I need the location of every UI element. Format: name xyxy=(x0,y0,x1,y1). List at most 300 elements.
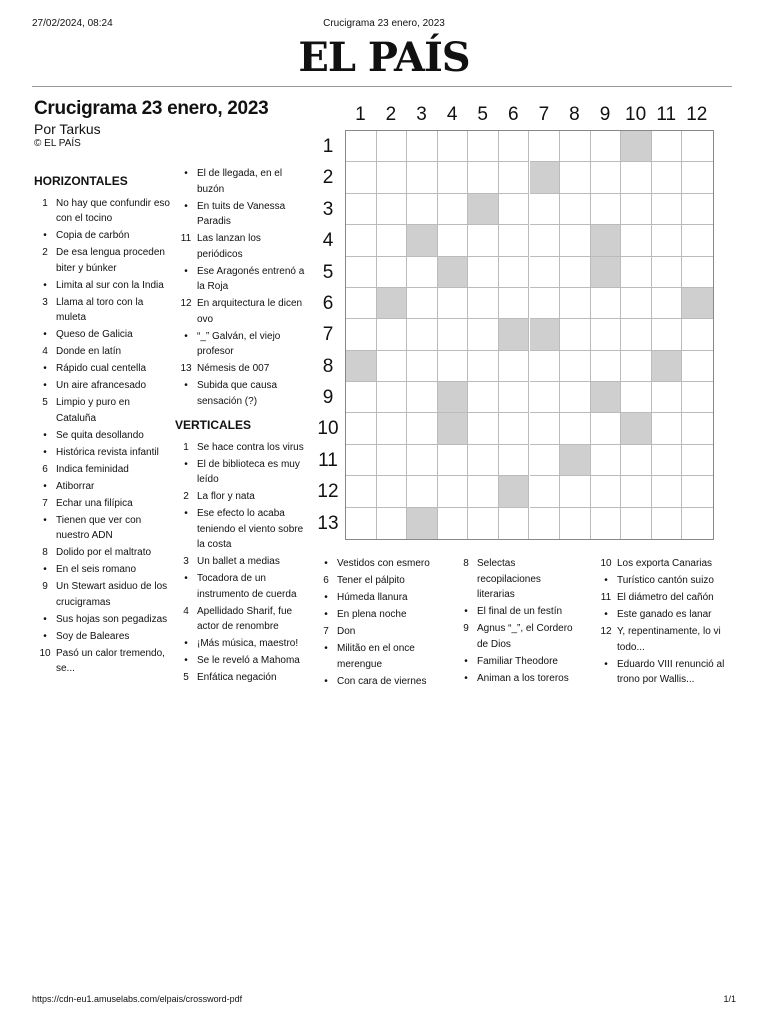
clue-text: Familiar Theodore xyxy=(477,655,558,667)
grid-cell[interactable] xyxy=(591,194,622,225)
grid-cell[interactable] xyxy=(530,413,561,444)
grid-block xyxy=(499,476,530,507)
clue-text: Se le reveló a Mahoma xyxy=(197,655,300,666)
clue-item[interactable] xyxy=(595,624,725,655)
column-number: 1 xyxy=(355,104,366,125)
clue-text: Enfática negación xyxy=(197,672,277,683)
grid-cell[interactable] xyxy=(652,319,683,350)
grid-cell[interactable] xyxy=(346,194,377,225)
grid-cell[interactable] xyxy=(346,257,377,288)
grid-cell[interactable] xyxy=(438,351,469,382)
clue-item[interactable] xyxy=(175,440,305,456)
grid-cell[interactable] xyxy=(499,257,530,288)
clue-text: Un Stewart asiduo de los crucigramas xyxy=(56,581,168,608)
grid-cell[interactable] xyxy=(377,162,408,193)
clue-item[interactable] xyxy=(455,621,580,652)
clue-item[interactable] xyxy=(175,166,305,197)
row-number: 8 xyxy=(322,355,334,377)
grid-cell[interactable] xyxy=(652,382,683,413)
grid-cell[interactable] xyxy=(591,508,622,539)
clue-item[interactable] xyxy=(315,590,453,606)
grid-cell[interactable] xyxy=(621,508,652,539)
clue-text: Tocadora de un instrumento de cuerda xyxy=(197,573,297,600)
clue-item[interactable] xyxy=(175,506,305,553)
clue-item[interactable] xyxy=(175,571,305,602)
grid-cell[interactable] xyxy=(438,162,469,193)
grid-cell[interactable] xyxy=(621,351,652,382)
clue-column-5 xyxy=(595,556,725,689)
clue-number: 6 xyxy=(323,575,329,586)
grid-cell[interactable] xyxy=(377,257,408,288)
clue-number xyxy=(34,629,56,645)
grid-cell[interactable] xyxy=(377,382,408,413)
clue-number: 6 xyxy=(42,463,48,475)
grid-cell[interactable] xyxy=(530,288,561,319)
grid-cell[interactable] xyxy=(377,225,408,256)
grid-cell[interactable] xyxy=(438,476,469,507)
grid-cell[interactable] xyxy=(560,319,591,350)
clue-list xyxy=(455,556,580,686)
grid-block xyxy=(407,508,438,539)
grid-cell[interactable] xyxy=(468,382,499,413)
clue-number: 8 xyxy=(42,547,48,558)
grid-cell[interactable] xyxy=(652,194,683,225)
grid-cell[interactable] xyxy=(530,194,561,225)
grid-cell[interactable] xyxy=(468,257,499,288)
grid-cell[interactable] xyxy=(591,288,622,319)
grid-cell[interactable] xyxy=(652,476,683,507)
clue-text: “_” Galván, el viejo profesor xyxy=(197,330,281,357)
grid-cell[interactable] xyxy=(652,257,683,288)
grid-cell[interactable] xyxy=(377,131,408,162)
grid-cell[interactable] xyxy=(407,382,438,413)
print-date: 27/02/2024, 08:24 xyxy=(32,18,113,29)
clue-number: 12 xyxy=(600,626,612,637)
clue-item[interactable] xyxy=(595,607,725,623)
clue-number xyxy=(34,479,56,495)
clue-text: Atiborrar xyxy=(56,480,95,492)
clue-text: Las lanzan los periódicos xyxy=(197,233,261,260)
grid-cell[interactable] xyxy=(682,508,713,539)
clue-item[interactable] xyxy=(34,428,170,444)
grid-cell[interactable] xyxy=(438,508,469,539)
clue-text: Un ballet a medias xyxy=(197,556,280,567)
footer-page-number: 1/1 xyxy=(723,994,736,1004)
grid-cell[interactable] xyxy=(468,225,499,256)
grid-cell[interactable] xyxy=(682,351,713,382)
grid-cell[interactable] xyxy=(591,319,622,350)
clue-item[interactable] xyxy=(455,604,580,620)
clue-item[interactable] xyxy=(315,573,453,589)
grid-cell[interactable] xyxy=(682,162,713,193)
grid-cell[interactable] xyxy=(377,194,408,225)
grid-cell[interactable] xyxy=(682,382,713,413)
clue-number: 10 xyxy=(600,558,612,569)
grid-cell[interactable] xyxy=(560,413,591,444)
clue-item[interactable] xyxy=(175,653,305,669)
column-number: 11 xyxy=(656,104,677,125)
grid-cell[interactable] xyxy=(468,131,499,162)
grid-cell[interactable] xyxy=(468,445,499,476)
grid-cell[interactable] xyxy=(560,131,591,162)
grid-cell[interactable] xyxy=(499,131,530,162)
clue-item[interactable] xyxy=(175,457,305,488)
clue-text: Copia de carbón xyxy=(56,230,130,241)
clue-item[interactable] xyxy=(455,654,580,670)
grid-block xyxy=(591,225,622,256)
clue-item[interactable] xyxy=(34,327,170,343)
grid-cell[interactable] xyxy=(499,445,530,476)
grid-cell[interactable] xyxy=(407,194,438,225)
clue-item[interactable] xyxy=(34,245,170,276)
clue-text: En tuits de Vanessa Paradis xyxy=(197,200,286,227)
grid-cell[interactable] xyxy=(468,319,499,350)
clue-item[interactable] xyxy=(175,489,305,505)
grid-cell[interactable] xyxy=(499,194,530,225)
grid-cell[interactable] xyxy=(407,445,438,476)
clue-item[interactable] xyxy=(34,378,170,394)
clue-number xyxy=(315,607,337,623)
clue-item[interactable] xyxy=(175,554,305,570)
column-number: 12 xyxy=(686,104,708,125)
grid-cell[interactable] xyxy=(652,445,683,476)
clue-text: En arquitectura le dicen ovo xyxy=(197,298,303,325)
clue-item[interactable] xyxy=(34,344,170,360)
grid-cell[interactable] xyxy=(621,319,652,350)
grid-cell[interactable] xyxy=(377,508,408,539)
grid-block xyxy=(530,162,561,193)
grid-cell[interactable] xyxy=(346,225,377,256)
grid-block xyxy=(377,288,408,319)
grid-cell[interactable] xyxy=(346,382,377,413)
grid-cell[interactable] xyxy=(468,162,499,193)
clue-text: En el seis romano xyxy=(56,564,137,575)
clue-text: Limpio y puro en Cataluña xyxy=(56,397,130,424)
clue-item[interactable] xyxy=(175,199,305,230)
grid-cell[interactable] xyxy=(682,413,713,444)
clue-item[interactable] xyxy=(175,604,305,635)
row-number: 1 xyxy=(322,136,334,157)
grid-cell[interactable] xyxy=(407,476,438,507)
grid-cell[interactable] xyxy=(591,351,622,382)
clue-text: Pasó un calor tremendo, se... xyxy=(56,647,165,674)
grid-cell[interactable] xyxy=(499,351,530,382)
clue-item[interactable] xyxy=(315,641,453,672)
clue-number xyxy=(175,378,197,409)
grid-cell[interactable] xyxy=(499,288,530,319)
grid-cell[interactable] xyxy=(499,413,530,444)
clue-text: Los exporta Canarias xyxy=(617,558,713,569)
grid-cell[interactable] xyxy=(560,225,591,256)
clue-item[interactable] xyxy=(34,228,170,244)
clue-text: Se hace contra los virus xyxy=(197,441,304,453)
grid-cell[interactable] xyxy=(346,445,377,476)
clue-item[interactable] xyxy=(34,629,170,645)
clue-item[interactable] xyxy=(34,295,170,326)
clue-number xyxy=(315,590,337,606)
grid-cell[interactable] xyxy=(499,508,530,539)
clue-item[interactable] xyxy=(34,361,170,377)
clue-text: Indica feminidad xyxy=(56,463,129,475)
clue-text: Militão en el once merengue xyxy=(337,643,415,670)
grid-cell[interactable] xyxy=(499,162,530,193)
grid-cell[interactable] xyxy=(377,445,408,476)
grid-cell[interactable] xyxy=(346,131,377,162)
clue-text: El de llegada, en el buzón xyxy=(197,168,283,195)
clue-text: ¡Más música, maestro! xyxy=(197,638,299,649)
clue-number xyxy=(34,361,56,377)
grid-cell[interactable] xyxy=(346,508,377,539)
row-number: 11 xyxy=(318,449,338,471)
grid-cell[interactable] xyxy=(499,382,530,413)
grid-cell[interactable] xyxy=(377,413,408,444)
clue-text: Némesis de 007 xyxy=(197,363,270,374)
grid-cell[interactable] xyxy=(621,225,652,256)
grid-cell[interactable] xyxy=(560,288,591,319)
clue-text: El de biblioteca es muy leído xyxy=(197,458,300,485)
clue-column-2 xyxy=(175,166,305,687)
grid-cell[interactable] xyxy=(621,288,652,319)
grid-cell[interactable] xyxy=(346,476,377,507)
grid-cell[interactable] xyxy=(468,288,499,319)
clue-number: 1 xyxy=(183,441,189,453)
clue-item[interactable] xyxy=(34,612,170,628)
clue-item[interactable] xyxy=(595,556,725,572)
grid-cell[interactable] xyxy=(407,288,438,319)
clue-list xyxy=(175,166,305,409)
clue-item[interactable] xyxy=(175,296,305,327)
clue-text: Sus hojas son pegadizas xyxy=(56,613,168,625)
clue-item[interactable] xyxy=(34,646,170,677)
clue-item[interactable] xyxy=(34,545,170,561)
grid-cell[interactable] xyxy=(682,131,713,162)
clue-item[interactable] xyxy=(315,556,453,572)
clue-text: El final de un festín xyxy=(477,606,563,617)
clue-item[interactable] xyxy=(455,556,580,603)
grid-cell[interactable] xyxy=(407,131,438,162)
clue-text: Subida que causa sensación (?) xyxy=(197,380,278,407)
clue-number xyxy=(175,653,197,669)
grid-cell[interactable] xyxy=(530,508,561,539)
grid-cell[interactable] xyxy=(530,382,561,413)
grid-cell[interactable] xyxy=(560,476,591,507)
grid-cell[interactable] xyxy=(499,225,530,256)
clue-item[interactable] xyxy=(34,496,170,512)
grid-cell[interactable] xyxy=(530,445,561,476)
grid-cell[interactable] xyxy=(377,476,408,507)
grid-cell[interactable] xyxy=(591,445,622,476)
clue-text: Húmeda llanura xyxy=(337,592,408,603)
clue-text: Se quita desollando xyxy=(56,429,144,441)
clue-text: Tienen que ver con nuestro ADN xyxy=(56,514,142,541)
clue-number: 8 xyxy=(463,558,469,569)
clue-list xyxy=(175,440,305,686)
clue-number xyxy=(455,654,477,670)
clue-number: 3 xyxy=(183,556,189,567)
grid-cell[interactable] xyxy=(682,257,713,288)
grid-cell[interactable] xyxy=(682,225,713,256)
row-number: 13 xyxy=(317,512,339,534)
clue-text: Turístico cantón suizo xyxy=(617,575,714,586)
grid-cell[interactable] xyxy=(530,476,561,507)
grid-cell[interactable] xyxy=(682,319,713,350)
clue-number: 9 xyxy=(463,623,469,634)
clue-item[interactable] xyxy=(315,674,453,690)
grid-cell[interactable] xyxy=(407,351,438,382)
clue-item[interactable] xyxy=(34,462,170,478)
column-number: 7 xyxy=(538,104,550,125)
grid-cell[interactable] xyxy=(591,162,622,193)
grid-block xyxy=(591,257,622,288)
clue-number: 10 xyxy=(39,647,51,659)
grid-cell[interactable] xyxy=(560,162,591,193)
print-title: Crucigrama 23 enero, 2023 xyxy=(323,18,445,29)
grid-cell[interactable] xyxy=(438,225,469,256)
clue-text: Un aire afrancesado xyxy=(56,380,147,391)
grid-cell[interactable] xyxy=(468,351,499,382)
clue-item[interactable] xyxy=(34,579,170,610)
clue-item[interactable] xyxy=(175,264,305,295)
clue-item[interactable] xyxy=(175,231,305,262)
clue-item[interactable] xyxy=(595,590,725,606)
grid-cell[interactable] xyxy=(652,413,683,444)
clue-number xyxy=(34,228,56,244)
clue-item[interactable] xyxy=(595,657,725,688)
clue-number xyxy=(34,445,56,461)
grid-cell[interactable] xyxy=(438,194,469,225)
grid-cell[interactable] xyxy=(621,382,652,413)
grid-cell[interactable] xyxy=(591,413,622,444)
grid-cell[interactable] xyxy=(377,319,408,350)
row-number: 4 xyxy=(322,230,334,252)
grid-cell[interactable] xyxy=(621,257,652,288)
clue-number xyxy=(34,278,56,294)
grid-cell[interactable] xyxy=(560,508,591,539)
grid-cell[interactable] xyxy=(652,162,683,193)
grid-cell[interactable] xyxy=(346,162,377,193)
grid-cell[interactable] xyxy=(530,225,561,256)
clue-item[interactable] xyxy=(34,196,170,227)
row-number: 2 xyxy=(322,167,334,189)
clue-number: 11 xyxy=(180,233,192,244)
grid-block xyxy=(346,351,377,382)
clue-number xyxy=(175,506,197,553)
grid-cell[interactable] xyxy=(652,288,683,319)
puzzle-author: Por Tarkus xyxy=(34,121,101,137)
clue-text: Ese Aragonés entrenó a la Roja xyxy=(197,265,305,292)
clue-item[interactable] xyxy=(315,624,453,640)
clue-number xyxy=(595,573,617,589)
grid-block xyxy=(682,288,713,319)
puzzle-copyright: © EL PAÍS xyxy=(34,138,81,149)
grid-cell[interactable] xyxy=(346,319,377,350)
clue-item[interactable] xyxy=(315,607,453,623)
clue-number xyxy=(315,674,337,690)
grid-cell[interactable] xyxy=(346,413,377,444)
clue-item[interactable] xyxy=(175,361,305,377)
grid-cell[interactable] xyxy=(377,351,408,382)
grid-cell[interactable] xyxy=(621,445,652,476)
column-number: 8 xyxy=(569,104,580,125)
clue-item[interactable] xyxy=(175,670,305,686)
grid-cell[interactable] xyxy=(438,131,469,162)
clue-item[interactable] xyxy=(34,278,170,294)
grid-cell[interactable] xyxy=(407,162,438,193)
clue-number: 1 xyxy=(42,197,48,209)
header-divider xyxy=(32,86,732,87)
grid-cell[interactable] xyxy=(560,257,591,288)
clue-item[interactable] xyxy=(175,329,305,360)
clue-number xyxy=(315,641,337,672)
grid-cell[interactable] xyxy=(438,319,469,350)
grid-cell[interactable] xyxy=(407,319,438,350)
grid-cell[interactable] xyxy=(621,194,652,225)
grid-cell[interactable] xyxy=(621,162,652,193)
grid-cell[interactable] xyxy=(530,257,561,288)
row-number: 10 xyxy=(317,418,339,440)
grid-block xyxy=(530,319,561,350)
grid-cell[interactable] xyxy=(652,225,683,256)
clue-item[interactable] xyxy=(34,513,170,544)
grid-cell[interactable] xyxy=(346,288,377,319)
grid-cell[interactable] xyxy=(682,194,713,225)
row-number: 5 xyxy=(322,261,334,283)
column-number: 5 xyxy=(477,104,488,125)
clue-text: La flor y nata xyxy=(197,491,255,502)
grid-cell[interactable] xyxy=(560,351,591,382)
clue-item[interactable] xyxy=(175,636,305,652)
grid-cell[interactable] xyxy=(682,476,713,507)
grid-cell[interactable] xyxy=(652,131,683,162)
grid-cell[interactable] xyxy=(438,445,469,476)
column-number: 3 xyxy=(416,104,427,125)
grid-cell[interactable] xyxy=(530,131,561,162)
grid-cell[interactable] xyxy=(591,476,622,507)
clue-item[interactable] xyxy=(34,445,170,461)
grid-cell[interactable] xyxy=(530,351,561,382)
crossword-grid[interactable] xyxy=(345,130,714,540)
grid-cell[interactable] xyxy=(438,288,469,319)
clue-text: Este ganado es lanar xyxy=(617,609,712,620)
grid-cell[interactable] xyxy=(652,508,683,539)
clue-item[interactable] xyxy=(34,562,170,578)
grid-cell[interactable] xyxy=(621,476,652,507)
grid-cell[interactable] xyxy=(560,194,591,225)
clue-text: El diámetro del cañón xyxy=(617,592,714,603)
grid-cell[interactable] xyxy=(682,445,713,476)
clue-number: 2 xyxy=(183,491,189,502)
grid-cell[interactable] xyxy=(468,413,499,444)
grid-cell[interactable] xyxy=(591,131,622,162)
clue-item[interactable] xyxy=(455,671,580,687)
clue-item[interactable] xyxy=(34,395,170,426)
grid-block xyxy=(499,319,530,350)
grid-block xyxy=(652,351,683,382)
clue-item[interactable] xyxy=(34,479,170,495)
clue-item[interactable] xyxy=(595,573,725,589)
grid-block xyxy=(468,194,499,225)
clue-item[interactable] xyxy=(175,378,305,409)
grid-cell[interactable] xyxy=(407,413,438,444)
grid-cell[interactable] xyxy=(468,508,499,539)
grid-cell[interactable] xyxy=(560,382,591,413)
row-number: 3 xyxy=(322,198,334,220)
grid-cell[interactable] xyxy=(468,476,499,507)
clue-number xyxy=(175,636,197,652)
grid-cell[interactable] xyxy=(407,257,438,288)
clue-text: Agnus “_”, el Cordero de Dios xyxy=(477,623,573,650)
clue-text: Selectas recopilaciones literarias xyxy=(477,558,541,600)
